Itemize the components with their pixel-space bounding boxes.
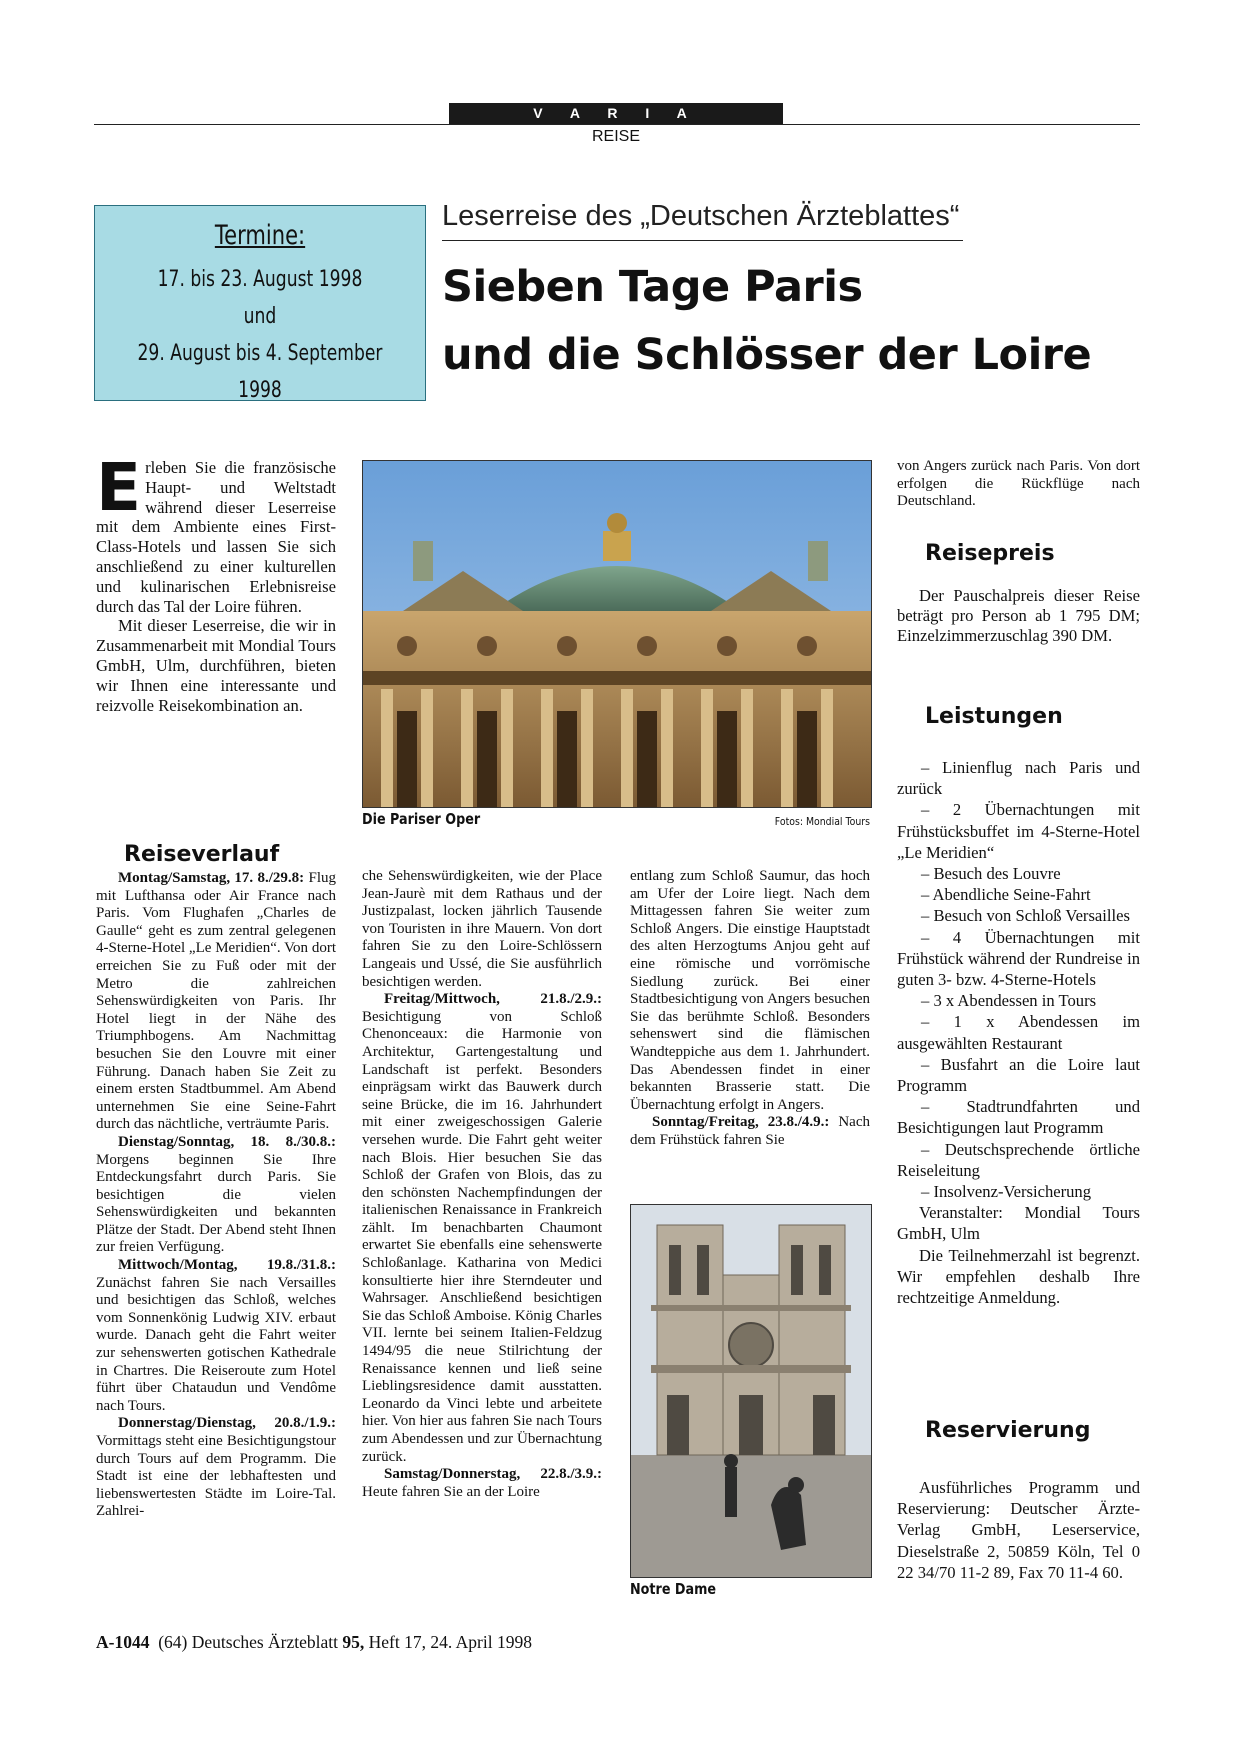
kicker-rule [442,240,963,241]
itinerary-column-4 [897,458,1140,511]
day-heading: Montag/Samstag, 17. 8./29.8: [118,870,305,886]
drop-cap: E [96,449,142,526]
headline-line-1: Sieben Tage Paris [442,262,863,312]
subsection-label: REISE [591,128,640,145]
itinerary-column-1 [96,870,336,1521]
day-text: Vormittags steht eine Besichtigungstour durch Tours auf dem Programm. Die Stadt ist eine der lebhaftesten und liebenswertesten Städte im Loire-Tal. Zahlrei- [96,1433,336,1520]
service-item: – Busfahrt an die Loire laut Programm [897,1054,1140,1096]
service-item: – 3 x Abendessen in Tours [921,991,1097,1011]
notre-dame-photo [630,1204,872,1578]
notre-dame-illustration [631,1205,871,1577]
day-text: Morgens beginnen Sie Ihre Entdeckungsfahrt durch Paris. Sie besichtigen die vielen Sehenswürdigkeiten und bekannten Plätze der Stadt. Der Abend steht Ihnen zur freien Verfügung. [96,1151,336,1256]
photo-credit: Fotos: Mondial Tours [774,815,870,828]
day-heading: Sonntag/Freitag, 23.8./4.9.: [652,1114,830,1131]
day-heading: Dienstag/Sonntag, 18. 8./30.8.: [118,1133,336,1150]
section-label: V A R I A [449,103,783,124]
dates-title: Termine: [214,220,306,251]
opera-illustration [363,461,871,807]
organizer-text: Veranstalter: Mondial Tours GmbH, Ulm [897,1203,1140,1244]
headline-line-2: und die Schlösser der Loire [442,330,1092,380]
intro-paragraph-2: Mit dieser Leserreise, die wir in Zusammenarbeit mit Mondial Tours GmbH, Ulm, durchführen, bieten wir Ihnen eine interessante und reizvolle Reisekombination an. [96,616,336,715]
itinerary-column-3 [630,868,870,1150]
services-list [897,757,1140,1308]
section-title-leistungen: Leistungen [925,704,1063,729]
itinerary-column-2 [362,868,602,1501]
service-item: – Deutschsprechende örtliche Reiseleitung [897,1139,1140,1180]
day-text: Nach dem Frühstück fahren Sie [630,1114,870,1148]
price-text [897,586,1140,645]
day-text: Heute fahren Sie an der Loire [362,1483,540,1500]
service-item: – 1 x Abendessen im ausgewählten Restaurant [897,1012,1140,1053]
day-heading: Mittwoch/Montag, 19.8./31.8.: [118,1257,336,1274]
service-item: – Besuch des Louvre [921,864,1061,884]
notre-dame-caption: Notre Dame [630,1580,717,1598]
participants-text: Die Teilnehmerzahl ist begrenzt. Wir empfehlen deshalb Ihre rechtzeitige Anmeldung. [897,1245,1140,1308]
header-rule [94,124,1140,125]
price-paragraph: Der Pauschalpreis dieser Reise beträgt pro Person ab 1 795 DM; Einzelzimmerzuschlag 390 DM. [897,586,1140,645]
service-item: – Insolvenz-Versicherung [921,1182,1092,1202]
footer-volume: 95, [342,1632,365,1652]
page-number: A-1044 [96,1632,150,1652]
reservation-text [897,1477,1140,1583]
service-item: – Linienflug nach Paris und zurück [897,758,1140,799]
opera-caption: Die Pariser Oper [362,810,481,828]
section-title-reiseverlauf: Reiseverlauf [124,842,280,867]
section-title-reservierung: Reservierung [925,1418,1091,1443]
day-heading: Freitag/Mittwoch, 21.8./2.9.: [384,991,602,1008]
dates-line-2: und [243,304,277,329]
day-text: Zunächst fahren Sie nach Versailles und besichtigen das Schloß, welches vom Sonnenkönig Ludwig XIV. erbaut wurde. Danach geht die Fahrt weiter zur sehenswerten gotischen Kathedrale in Chartres. Die Reiseroute zum Hotel führt über Chataudun und Vendôme nach Tours. [96,1274,336,1414]
day-text: Flug mit Lufthansa oder Air France nach Paris. Vom Flughafen „Charles de Gaulle“ geht es zum zentral gelegenen 4-Sterne-Hotel „Le Meridien“. Von dort erreichen Sie zu Fuß oder mit der Metro die zahlreichen Sehenswürdigkeiten von Paris. Ihr Hotel liegt in der Nähe des Triumphbogens. Am Nachmittag besuchen Sie den Louvre mit einer Führung. Danach haben Sie Zeit zu einem ersten Stadtbummel. Am Abend unternehmen Sie eine Seine-Fahrt durch das nächtliche, verträumte Paris. [96,870,336,1133]
opera-photo [362,460,872,808]
service-item: – 4 Übernachtungen mit Frühstück während der Rundreise in guten 3- bzw. 4-Sterne-Hotels [897,927,1140,990]
service-item: – 2 Übernachtungen mit Frühstücksbuffet im 4-Sterne-Hotel „Le Meridien“ [897,800,1140,862]
intro-paragraph-1: rleben Sie die französische Haupt- und Weltstadt während dieser Leserreise mit dem Ambiente eines First-Class-Hotels und lassen Sie sich anschließend zu einer kulturellen und kulinarischen Erlebnisreise durch das Tal der Loire führen. [96,458,336,616]
dates-box [94,205,426,401]
footer-issue: (64) Deutsches Ärzteblatt [158,1632,339,1652]
day-text: entlang zum Schloß Saumur, das hoch am Ufer der Loire liegt. Nach dem Mittagessen fahren Sie weiter zum Schloß Angers. Die einstige Hauptstadt des alten Herzogtums Anjou geht auf eine römische und vorrömische Siedlung zurück. Bei einer Stadtbesichtigung von Angers besuchen Sie das berühmte Schloß. Besonders sehenswert sind die flämischen Wandteppiche aus dem 1. Jahrhundert. Das Abendessen findet in einer bekannten Brasserie statt. Die Übernachtung erfolgt in Angers. [630,868,870,1113]
day-text: che Sehenswürdigkeiten, wie der Place Jean-Jaurè mit dem Rathaus und der Justizpalast, locken jährlich Tausende von Touristen in ihre Mauern. Von dort fahren Sie zu den Loire-Schlössern Langeais und Ussé, die Sie ausführlich besichtigen werden. [362,868,602,990]
day-heading: Donnerstag/Dienstag, 20.8./1.9.: [118,1415,336,1432]
day-text: von Angers zurück nach Paris. Von dort erfolgen die Rückflüge nach Deutschland. [897,458,1140,510]
service-item: – Stadtrundfahrten und Besichtigungen laut Programm [897,1097,1140,1138]
service-item: – Abendliche Seine-Fahrt [921,885,1091,905]
day-heading: Samstag/Donnerstag, 22.8./3.9.: [384,1466,602,1483]
reservation-paragraph: Ausführliches Programm und Reservierung: Deutscher Ärzte-Verlag GmbH, Leserservice, Dieselstraße 2, 50859 Köln, Tel 0 22 34/70 11-2 89, Fax 70 11-4 60. [897,1478,1140,1582]
footer-date: Heft 17, 24. April 1998 [368,1632,532,1652]
day-text: Besichtigung von Schloß Chenonceaux: die Harmonie von Architektur, Gartengestaltung und Landschaft ist perfekt. Besonders einprägsam wirkt das Bauwerk durch seine Brücke, die im 16. Jahrhundert mit einer zweigeschossigen Galerie versehen wurde. Die Fahrt geht weiter nach Blois. Hier besuchen Sie das Schloß der Grafen von Blois, das zu den schönsten Nachempfindungen der italienischen Renaissance in Frankreich zählt. Im benachbarten Chaumont erwartet Sie ebenfalls eine sehenswerte Schloßanlage. Katharina von Medici konsultierte hier ihre Sterndeuter und Wahrsager. Anschließend besichtigen Sie das Schloß Amboise. König Charles VII. lernte bei seinem Italien-Feldzug 1494/95 die neue Stilrichtung der Renaissance kennen und ließ seine Lieblingsresidence damit ausstatten. Leonardo da Vinci lebte und arbeitete hier. Von hier aus fahren Sie nach Tours zum Abendessen und zur Übernachtung zurück. [362,1008,602,1465]
intro-text [96,449,336,715]
dates-line-1: 17. bis 23. August 1998 [157,267,363,292]
service-item: – Besuch von Schloß Versailles [921,906,1130,926]
section-title-reisepreis: Reisepreis [925,541,1055,566]
kicker: Leserreise des „Deutschen Ärzteblattes“ [442,200,960,232]
page-footer [96,1632,532,1653]
dates-line-3: 29. August bis 4. September 1998 [137,341,383,403]
